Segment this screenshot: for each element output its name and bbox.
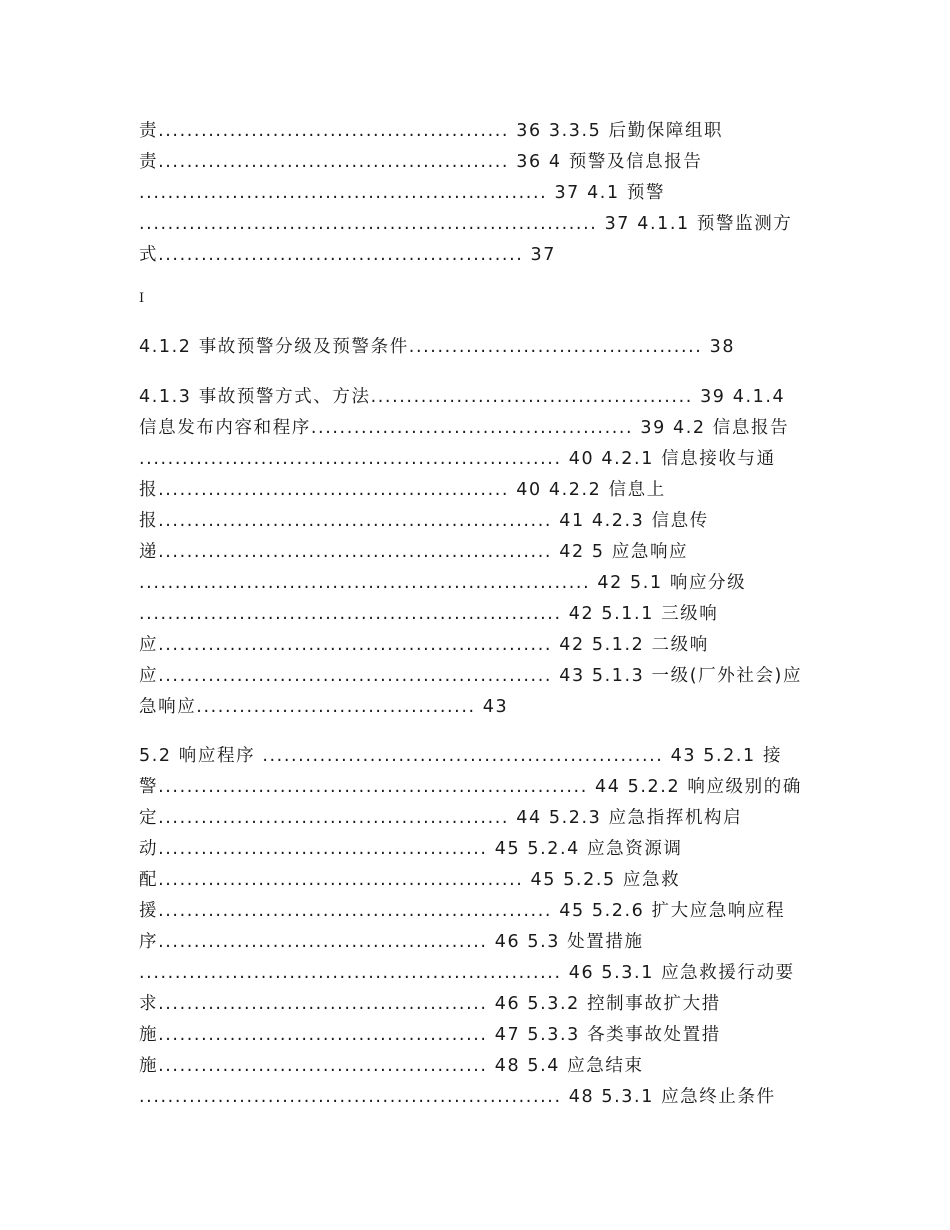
toc-line: 急响应....................................... 43 xyxy=(139,697,509,717)
toc-line: ......................................................... 37 4.1 预警 xyxy=(139,183,666,203)
toc-line: 应....................................................... 43 5.1.3 一级(厂外社会)应 xyxy=(139,666,803,686)
toc-line: ........................................................... 40 4.2.1 信息接收与通 xyxy=(139,449,776,469)
toc-line: 信息发布内容和程序............................................. 39 4.2 信息报告 xyxy=(139,418,790,438)
toc-line: 应....................................................... 42 5.1.2 二级响 xyxy=(139,635,709,655)
toc-line: 施.............................................. 47 5.3.3 各类事故处置措 xyxy=(139,1025,721,1045)
toc-line: 责................................................. 36 3.3.5 后勤保障组职 xyxy=(139,121,724,141)
toc-line: 动.............................................. 45 5.2.4 应急资源调 xyxy=(139,839,683,859)
toc-line: 报................................................. 40 4.2.2 信息上 xyxy=(139,480,666,500)
toc-line: 4.1.3 事故预警方式、方法............................................. 39 4.1.4 xyxy=(139,387,786,407)
toc-line: 配................................................... 45 5.2.5 应急救 xyxy=(139,870,681,890)
toc-line: 报....................................................... 41 4.2.3 信息传 xyxy=(139,511,709,531)
toc-line: 4.1.2 事故预警分级及预警条件......................................... 38 xyxy=(139,337,736,357)
toc-line: ............................................................... 42 5.1 响应分级 xyxy=(139,573,747,593)
toc-line: 警............................................................ 44 5.2.2 响应级别的确 xyxy=(139,777,802,797)
page-marker: I xyxy=(139,291,145,306)
toc-line: 5.2 响应程序 ........................................................ 43 5.2.1 接 xyxy=(139,746,783,766)
toc-line: 序.............................................. 46 5.3 处置措施 xyxy=(139,932,644,952)
toc-line: 求.............................................. 46 5.3.2 控制事故扩大措 xyxy=(139,994,721,1014)
toc-line: 定................................................. 44 5.2.3 应急指挥机构启 xyxy=(139,808,743,828)
toc-line: 递....................................................... 42 5 应急响应 xyxy=(139,542,689,562)
toc-line: 责................................................. 36 4 预警及信息报告 xyxy=(139,152,703,172)
toc-line: ........................................................... 46 5.3.1 应急救援行动要 xyxy=(139,963,795,983)
toc-line: 式................................................... 37 xyxy=(139,245,557,265)
toc-line: ........................................................... 42 5.1.1 三级响 xyxy=(139,604,719,624)
toc-line: 施.............................................. 48 5.4 应急结束 xyxy=(139,1056,644,1076)
toc-line: ........................................................... 48 5.3.1 应急终止条件 xyxy=(139,1087,776,1107)
toc-line: ................................................................ 37 4.1.1 预警监测方 xyxy=(139,214,793,234)
toc-line: 援....................................................... 45 5.2.6 扩大应急响应程 xyxy=(139,901,786,921)
